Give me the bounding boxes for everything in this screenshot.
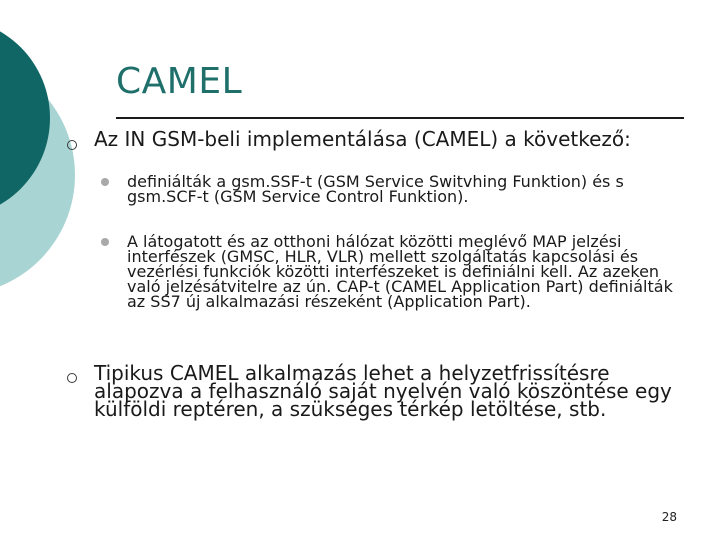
sub-bullet-marker bbox=[101, 178, 109, 186]
sub-bullet-item: definiálták a gsm.SSF-t (GSM Service Switvhing Funktion) és s gsm.SCF-t (GSM Service Control Funktion). bbox=[127, 172, 624, 206]
page-number: 28 bbox=[661, 510, 677, 524]
sub-bullet-item: A látogatott és az otthoni hálózat közötti meglévő MAP jelzési interfészek (GMSC, HLR, VLR) mellett szolgáltatás kapcsolási és vezérlési funkciók közötti interfészeket is definiálni kell. Az azeken való jelzésátvitelre az ún. CAP-t (CAMEL Application Part) definiálták az SS7 új alkalmazási részeként (Application Part). bbox=[127, 232, 673, 311]
bullet-marker bbox=[67, 140, 77, 150]
sub-bullet-marker bbox=[101, 238, 109, 246]
bullet-marker bbox=[67, 373, 77, 383]
slide-title: CAMEL bbox=[116, 61, 243, 102]
bullet-item: Tipikus CAMEL alkalmazás lehet a helyzetfrissítésre alapozva a felhasználó saját nyelvén való köszöntése egy külföldi reptéren, a szükséges térkép letöltése, stb. bbox=[94, 361, 672, 421]
bullet-item: Az IN GSM-beli implementálása (CAMEL) a következő: bbox=[94, 127, 631, 151]
